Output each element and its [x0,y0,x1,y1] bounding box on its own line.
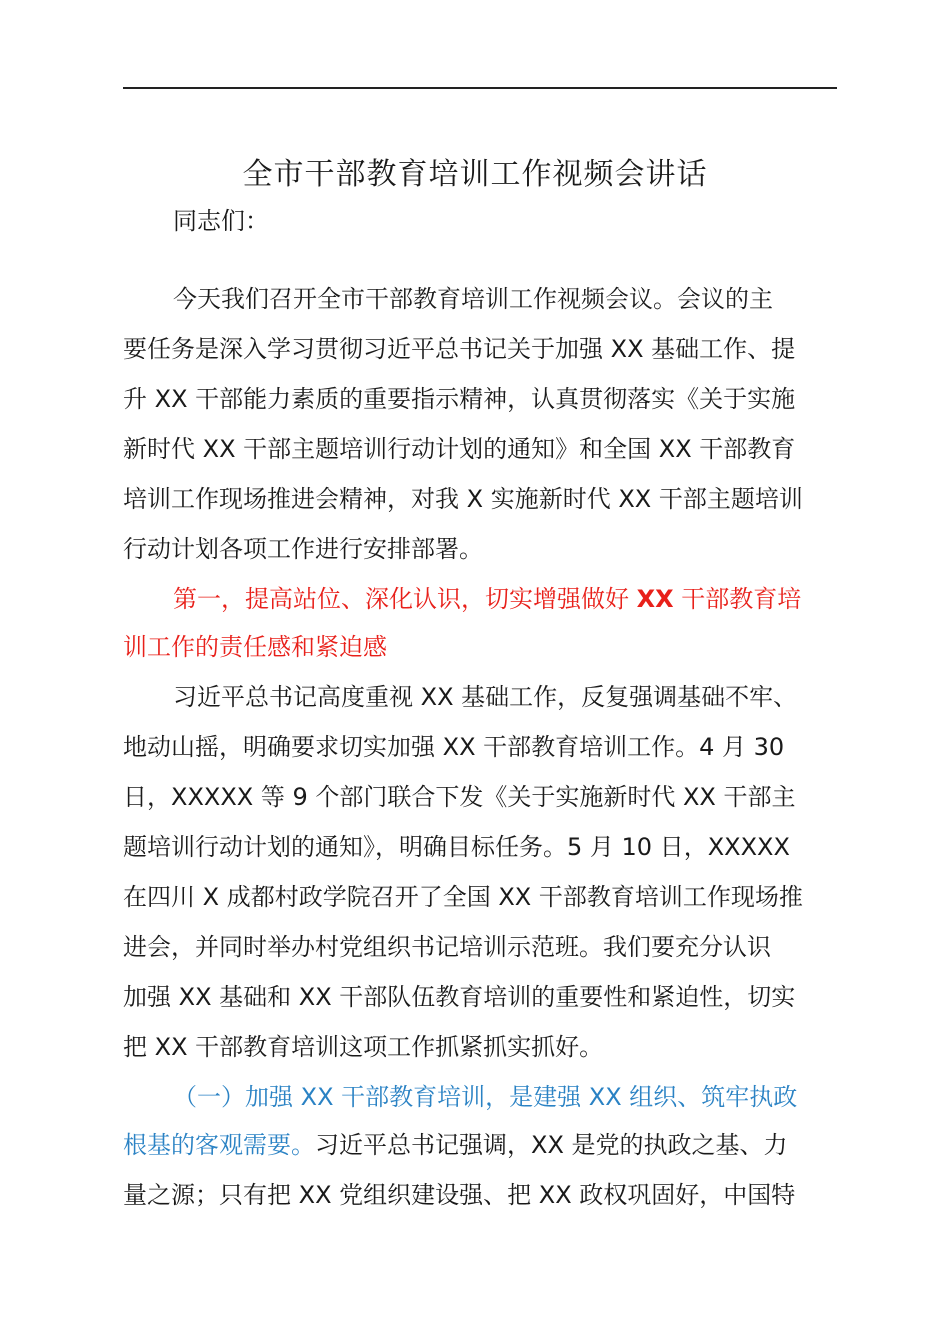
document-title: 全市干部教育培训工作视频会讲话 [242,157,708,192]
intro-line-3: 升 XX 干部能力素质的重要指示精神，认真贯彻落实《关于实施 [123,385,796,413]
subheading-1-end: 根基的客观需要。 [123,1131,315,1159]
para2-line-8: 把 XX 干部教育培训这项工作抓紧抓实抓好。 [123,1033,604,1061]
intro-line-2: 要任务是深入学习贯彻习近平总书记关于加强 XX 基础工作、提 [123,335,796,363]
para2-line-3: 日，XXXXX 等 9 个部门联合下发《关于实施新时代 XX 干部主 [123,783,796,811]
section-heading-1-part-c: 干部教育培 [673,585,802,613]
para3-line-2 [123,1120,837,1170]
para3-line-2-text: 习近平总书记强调，XX 是党的执政之基、力 [315,1131,788,1159]
section-heading-1-bold: XX [636,585,674,613]
intro-line-4: 新时代 XX 干部主题培训行动计划的通知》和全国 XX 干部教育 [123,435,796,463]
para2-line-1: 习近平总书记高度重视 XX 基础工作，反复强调基础不牢、 [173,683,798,711]
section-heading-1-part-a: 第一，提高站位、深化认识，切实增强做好 [173,585,637,613]
para3-line-3: 量之源；只有把 XX 党组织建设强、把 XX 政权巩固好，中国特 [123,1181,796,1209]
para2-line-7: 加强 XX 基础和 XX 干部队伍教育培训的重要性和紧迫性，切实 [123,983,796,1011]
para2-line-6: 进会，并同时举办村党组织书记培训示范班。我们要充分认识 [123,933,771,961]
intro-line-5: 培训工作现场推进会精神，对我 X 实施新时代 XX 干部主题培训 [123,485,803,513]
subheading-1: （一）加强 XX 干部教育培训，是建强 XX 组织、筑牢执政 [173,1083,798,1111]
intro-line-6: 行动计划各项工作进行安排部署。 [123,535,483,563]
section-heading-1 [173,574,837,624]
intro-line-1: 今天我们召开全市干部教育培训工作视频会议。会议的主 [173,285,773,313]
para2-line-2: 地动山摇，明确要求切实加强 XX 干部教育培训工作。4 月 30 [123,733,785,761]
header-rule [123,87,837,89]
section-heading-1-line-2: 训工作的责任感和紧迫感 [123,633,387,661]
salutation: 同志们： [173,207,269,235]
para2-line-5: 在四川 X 成都村政学院召开了全国 XX 干部教育培训工作现场推 [123,883,803,911]
para2-line-4: 题培训行动计划的通知》，明确目标任务。5 月 10 日，XXXXX [123,833,790,861]
